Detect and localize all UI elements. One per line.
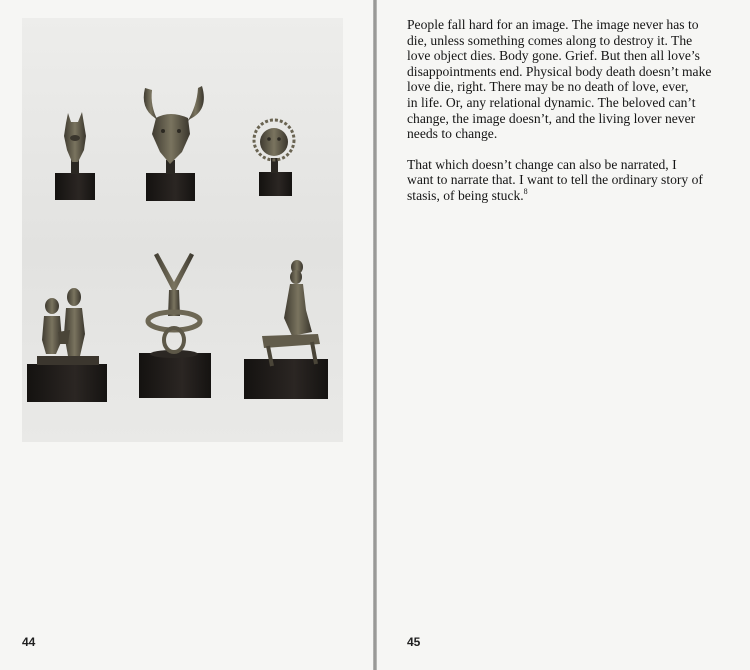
- text-line: That which doesn’t change can also be narrated, I: [407, 156, 677, 172]
- text-line: disappointments end. Physical body death doesn’t make: [407, 63, 712, 79]
- photo-bronze-figurines: [22, 18, 343, 442]
- footnote-marker[interactable]: 8: [523, 186, 528, 196]
- text-line: love object dies. Body gone. Grief. But then all love’s: [407, 48, 700, 64]
- page-number-left: 44: [22, 635, 36, 649]
- text-line: stasis, of being stuck.: [407, 187, 524, 203]
- right-page: [377, 0, 750, 670]
- text-line: change, the image doesn’t, and the living lover never: [407, 110, 696, 126]
- body-text: [407, 17, 745, 219]
- text-line: in life. Or, any relational dynamic. The beloved can’t: [407, 94, 696, 110]
- left-page: [0, 0, 373, 670]
- text-line: want to narrate that. I want to tell the ordinary story of: [407, 172, 703, 188]
- text-line: People fall hard for an image. The image never has to: [407, 17, 699, 32]
- paragraph-2: [407, 157, 745, 204]
- text-line-last: [407, 188, 745, 204]
- text-line: needs to change.: [407, 126, 498, 142]
- text-line: love die, right. There may be no death of love, ever,: [407, 79, 689, 95]
- paragraph-1: [407, 17, 745, 142]
- page-number-right: 45: [407, 635, 421, 649]
- text-line: die, unless something comes along to destroy it. The: [407, 32, 693, 48]
